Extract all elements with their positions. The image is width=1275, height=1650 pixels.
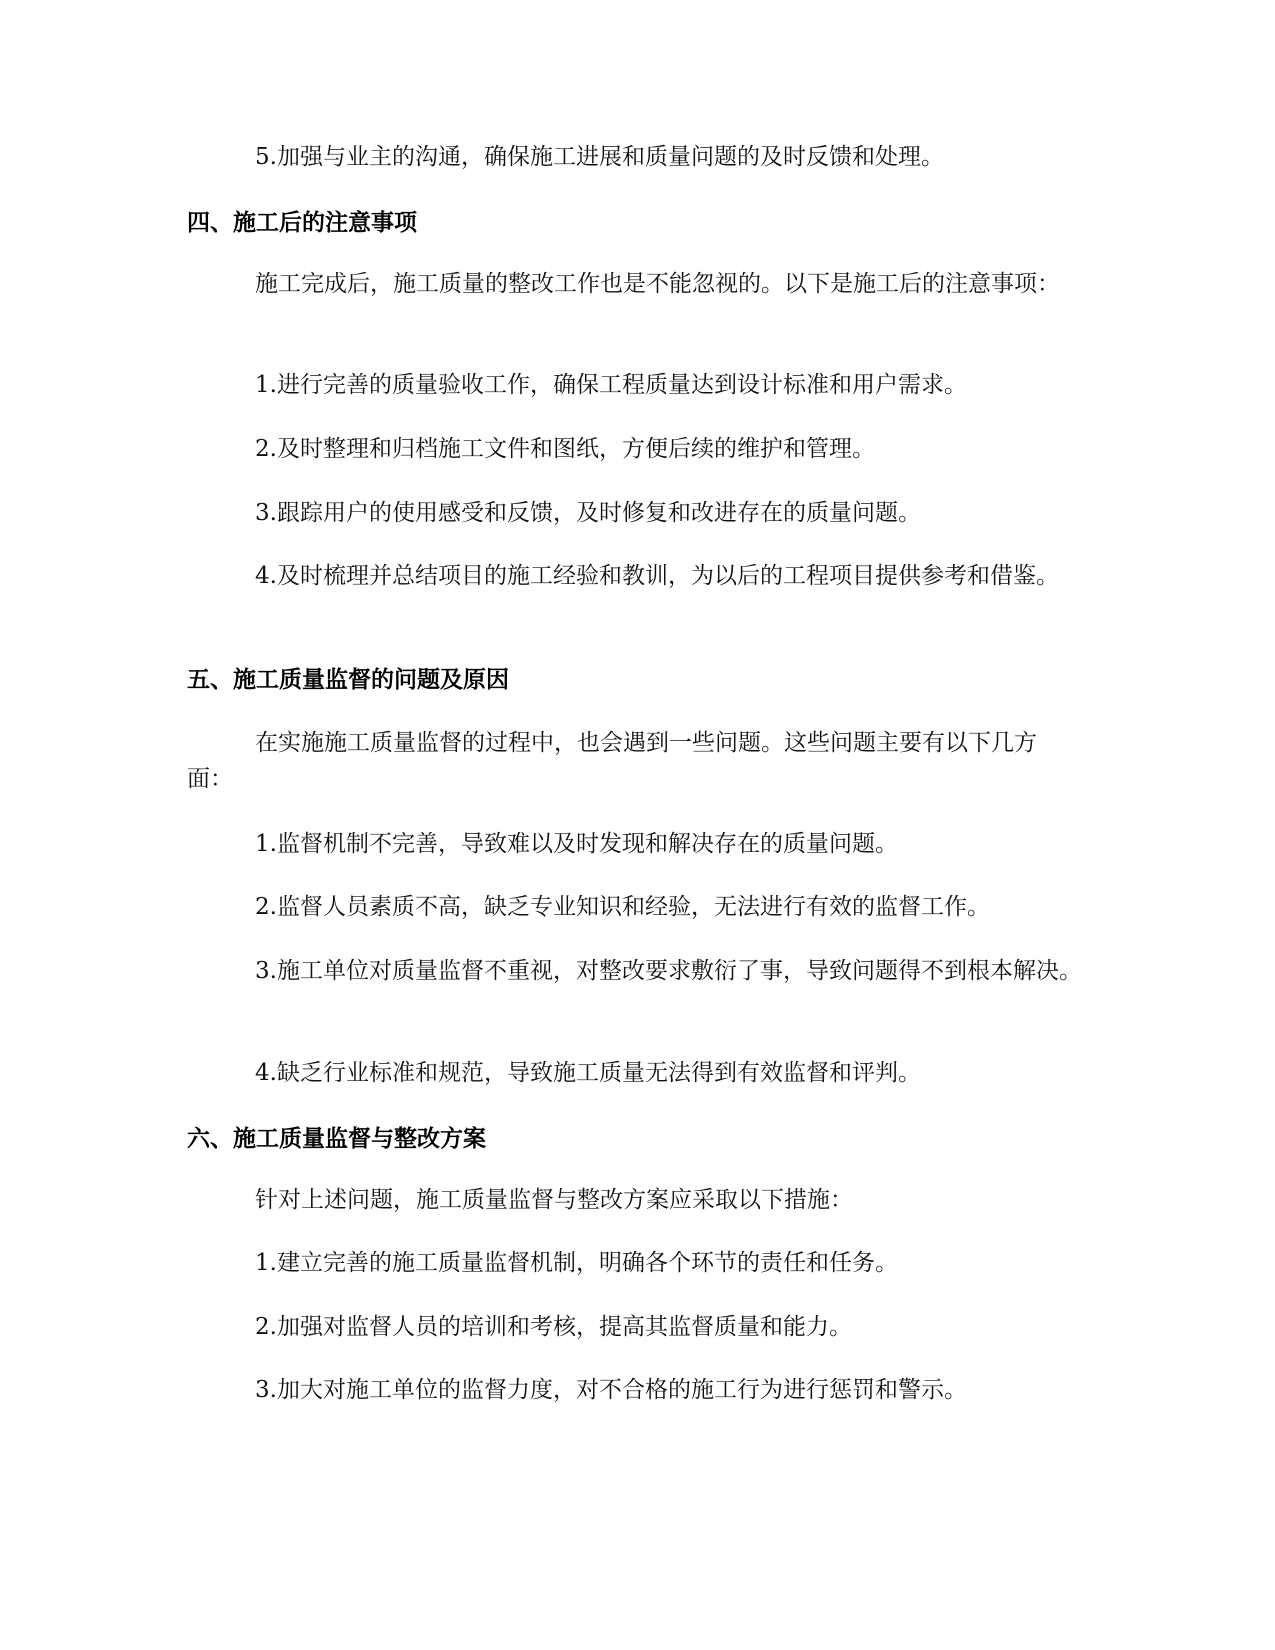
section-6-item-1: 1.建立完善的施工质量监督机制，明确各个环节的责任和任务。 (255, 1250, 898, 1276)
section-5-intro: 在实施施工质量监督的过程中，也会遇到一些问题。这些问题主要有以下几方面： (187, 730, 1037, 792)
section-6-item-3: 3.加大对施工单位的监督力度，对不合格的施工行为进行惩罚和警示。 (255, 1377, 967, 1403)
section-4-item-2: 2.及时整理和归档施工文件和图纸，方便后续的维护和管理。 (255, 436, 875, 462)
section-5-item-3: 3.施工单位对质量监督不重视，对整改要求敷衍了事，导致问题得不到根本解决。 (255, 958, 1082, 984)
section-4-item-3: 3.跟踪用户的使用感受和反馈，及时修复和改进存在的质量问题。 (255, 500, 921, 526)
section-4-item-4: 4.及时梳理并总结项目的施工经验和教训，为以后的工程项目提供参考和借鉴。 (255, 563, 1059, 589)
section-4-heading: 四、施工后的注意事项 (187, 210, 417, 236)
section-5-item-2: 2.监督人员素质不高，缺乏专业知识和经验，无法进行有效的监督工作。 (255, 894, 990, 920)
section-4-intro: 施工完成后，施工质量的整改工作也是不能忽视的。以下是施工后的注意事项： (255, 271, 1060, 297)
section-4-item-1: 1.进行完善的质量验收工作，确保工程质量达到设计标准和用户需求。 (255, 372, 967, 398)
section-5-item-4: 4.缺乏行业标准和规范，导致施工质量无法得到有效监督和评判。 (255, 1060, 921, 1086)
section-6-intro: 针对上述问题，施工质量监督与整改方案应采取以下措施： (255, 1187, 853, 1213)
section-6-item-2: 2.加强对监督人员的培训和考核，提高其监督质量和能力。 (255, 1314, 852, 1340)
section-5-item-1: 1.监督机制不完善，导致难以及时发现和解决存在的质量问题。 (255, 831, 898, 857)
paragraph-item-5: 5.加强与业主的沟通，确保施工进展和质量问题的及时反馈和处理。 (255, 144, 944, 170)
section-6-heading: 六、施工质量监督与整改方案 (187, 1126, 486, 1152)
section-5-heading: 五、施工质量监督的问题及原因 (187, 667, 509, 693)
